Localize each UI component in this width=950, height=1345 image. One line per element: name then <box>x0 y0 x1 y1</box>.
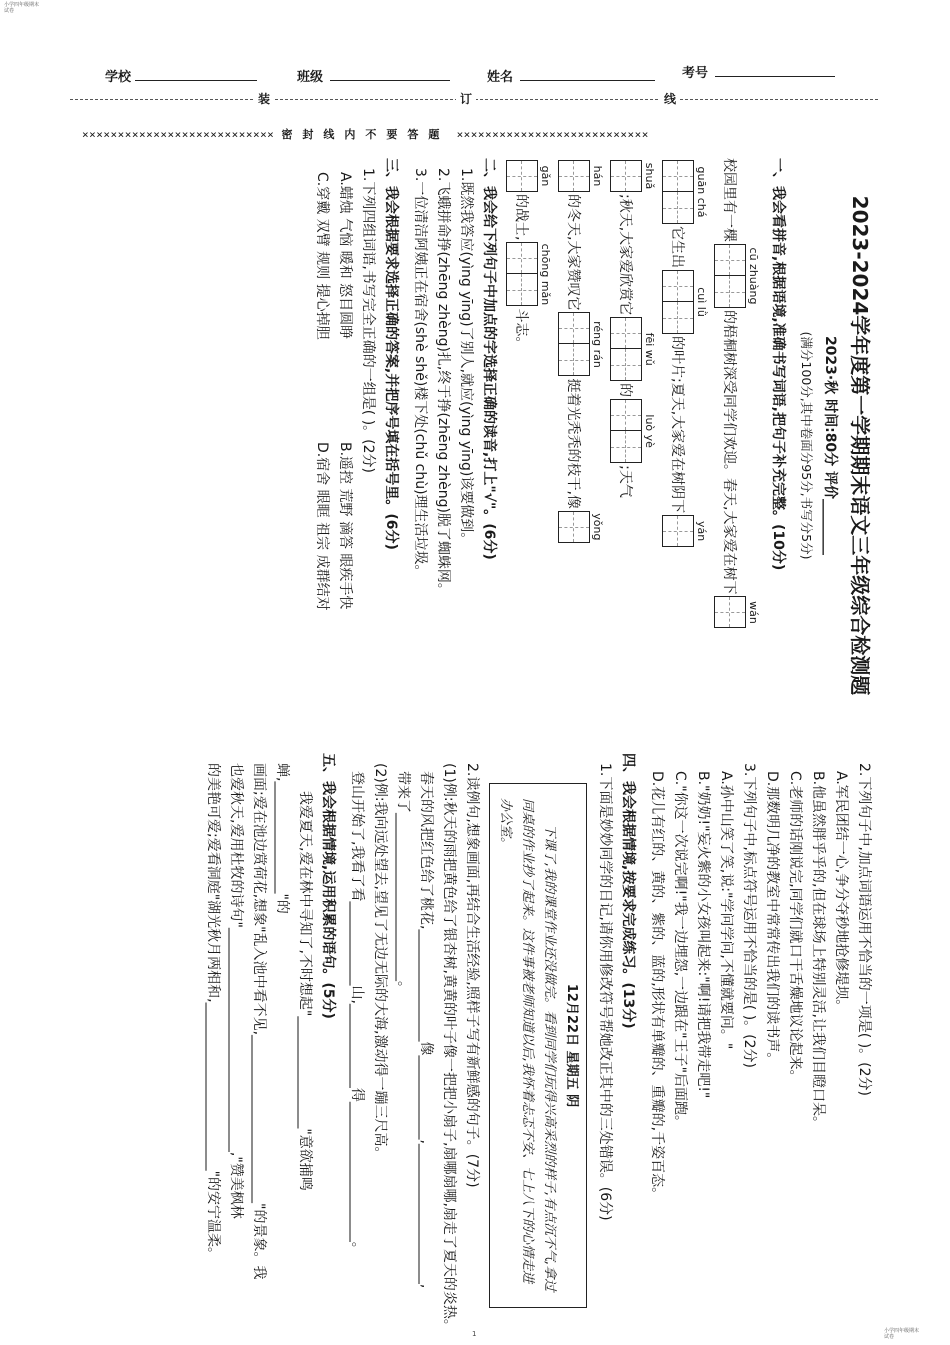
character-writing-box[interactable] <box>558 312 590 344</box>
character-writing-box[interactable] <box>610 399 642 431</box>
pinyin-group: guān chá <box>662 160 708 224</box>
right-column <box>201 753 875 1338</box>
school-field[interactable] <box>135 80 257 81</box>
exam-no-field[interactable] <box>715 76 835 77</box>
pinyin-group: gǎn <box>506 160 552 192</box>
page-number: 1 <box>472 1330 477 1338</box>
pinyin-group: cuì lǜ <box>662 270 708 334</box>
diary-head: 12月22日 星期五 阴 <box>564 983 579 1108</box>
character-writing-box[interactable] <box>662 192 694 224</box>
binding-word-xian: 线 <box>660 90 680 107</box>
section3-q3[interactable]: 3.下列句子中,标点符号运用不恰当的是( )。(2分) <box>741 763 757 1069</box>
section3-q3-option-c: C."你这一次说完啊!"我一边埋怨,一边跟在"王子"后面跑。 <box>672 771 688 1130</box>
example-2: (2)例:我向远处望去,望见了无边无际的大海,激动得一蹦三尺高。 <box>372 763 388 1161</box>
section3-q1-options-cd: C.穿戴 双臂 规则 提心掉胆 D.宿舍 眼眶 祖宗 成群结对 <box>314 172 330 611</box>
pinyin-group: yǒng <box>558 511 604 543</box>
diary-body: 下课了,我的课堂作业还没做完。看到同学们玩得兴高采烈的样子,有点沉不气,拿过同桌的作业抄了起来。这件事被老师知道以后,我怀着忐忑不安、七上八下的心情走进办公室。 <box>498 798 557 1292</box>
pinyin-row-1: 校园里有一棵 cū zhuàng 的梧桐树深受同学们欢迎。春天,大家爱在树下 wán <box>714 158 760 733</box>
character-writing-box[interactable] <box>506 274 538 306</box>
section3-q3-option-b: B."奶奶!"妄火紫的小女孩叫起来:"啊!请把我带走吧!" <box>695 771 711 1099</box>
section4-q2: 2.读例句,想象画面,再结合生活经验,照样子写有新鲜感的句子。(7分) <box>464 763 480 1188</box>
class-label: 班级 <box>297 70 324 85</box>
class-field[interactable] <box>330 80 450 81</box>
section3-q3-option-d: D.花儿有红的、黄的、紫的、蓝的,形状有单瓣的、重瓣的,千姿百态。 <box>649 771 665 1202</box>
pinyin-group: yán <box>662 515 708 547</box>
example-1-tail[interactable]: 带来了________________________。 <box>395 771 411 995</box>
section5-text-4[interactable]: 的美艳可爱;爱看洞庭"湖光秋月两相和,________________________"的安宁温柔。 <box>205 763 221 1262</box>
pinyin-group: luò yè <box>610 399 656 463</box>
character-writing-box[interactable] <box>662 515 694 547</box>
pinyin-row-2: guān chá 它生出 cuì lǜ 的叶片;夏天,大家爱在树阴下 yán <box>662 158 708 733</box>
pinyin-group: fēi wǔ <box>610 317 656 381</box>
section2-heading: 二、我会给下列句子中加点的字选择正确的读音,打上"√"。(6分) <box>481 158 497 560</box>
pinyin-group: cū zhuàng <box>714 244 760 308</box>
section3-q2-option-c: C.老师的话刚说完,同学们就口干舌燥地议论起来。 <box>787 771 803 1084</box>
character-writing-box[interactable] <box>610 317 642 349</box>
school-label: 学校 <box>105 70 132 85</box>
example-2-task[interactable]: 登山开始了,我看了看____________山,____________得____________________。 <box>349 771 365 1256</box>
seal-line: ××××××××××××××××××××××××××× 密封线内不要答题 ××××××××××××××××××××××××××× <box>82 128 649 141</box>
character-writing-box[interactable] <box>714 244 746 276</box>
section2-item-1[interactable]: 1.既然我答应(yìng yīng)了别人,就应(yìng yīng)该要做到。 <box>458 168 474 547</box>
left-column <box>310 158 875 733</box>
section3-q2[interactable]: 2.下列句子中,加点词语运用不恰当的一项是( )。(2分) <box>856 763 872 1097</box>
section4-q1: 1.下面是妙妙同学的日记,请你用修改符号帮她改正其中的三处错误。(6分) <box>597 763 613 1221</box>
section4-heading: 四、我会根据情境,按要求完成练习。(13分) <box>620 753 636 1029</box>
section1-heading: 一、我会看拼音,根据语境,准确书写词语,把句子补充完整。(10分) <box>770 158 786 571</box>
exam-note: (满分100分,其中卷面分95分,书写分5分) <box>799 331 814 560</box>
character-writing-box[interactable] <box>610 349 642 381</box>
character-writing-box[interactable] <box>714 596 746 628</box>
section3-q3-option-a: A.孙中山笑了笑,说:"学问学问,不懂就要问。" <box>718 771 734 1050</box>
character-writing-box[interactable] <box>506 242 538 274</box>
exam-no-label: 考号 <box>682 66 709 81</box>
example-1: (1)例:秋天的雨把黄色给了银杏树,黄黄的叶子像一把把小扇子,扇哪扇哪,扇走了夏天的炎热。 <box>441 763 457 1333</box>
section3-q1[interactable]: 1.下列四组词语,书写完全正确的一组是( )。(2分) <box>360 168 376 474</box>
section3-q2-option-b: B.他虽然胖乎乎的,但在球场上特别灵活,让我们目瞪口呆。 <box>810 771 826 1130</box>
pinyin-row-3: shuǎ ;秋天,大家爱欣赏它 fēi wǔ 的 luò yè ;天气 <box>610 158 656 733</box>
pinyin-group: réng rán <box>558 312 604 376</box>
character-writing-box[interactable] <box>610 160 642 192</box>
seal-text: 密封线内不要答题 <box>281 128 450 141</box>
character-writing-box[interactable] <box>558 344 590 376</box>
exam-subtitle: 2023·秋 时间:80分 评价________ <box>822 335 838 556</box>
binding-word-ding: 订 <box>456 90 476 107</box>
pinyin-group: wán <box>714 596 760 628</box>
section3-q1-options-ab: A.蜡烛 气恼 暖和 怒目圆睁 B.遥控 荒野 滴答 眼疾手快 <box>337 172 353 610</box>
corner-watermark-bottom: 小学四年级期末 试卷 <box>884 1328 920 1340</box>
pinyin-group: hán <box>558 160 604 192</box>
pinyin-row-4: hán 的冬天,大家赞叹它 réng rán 挺着光秃秃的枝干,像 yǒng <box>558 158 604 733</box>
section3-q2-option-a: A.军民团结一心,争分夺秒地抢修堤坝。 <box>833 771 849 1014</box>
character-writing-box[interactable] <box>558 160 590 192</box>
exam-title: 2023-2024学年度第一学期期末语文三年级综合检测题 <box>848 195 872 696</box>
pinyin-group: shuǎ <box>610 160 656 192</box>
character-writing-box[interactable] <box>506 160 538 192</box>
section5-text-1[interactable]: 我爱夏天,爱在林中寻知了,不时想起"________________"意欲捕鸣蝉,________________"的 <box>274 763 313 1191</box>
section2-item-3[interactable]: 3.一位清洁阿姨正在宿舍(shè shě)楼下处(chǔ chù)理生活垃圾。 <box>412 168 428 579</box>
section5-text-2[interactable]: 画面;爱在池边赏荷花,想象"乱入池中看不见,________________________"的景象。我 <box>251 763 267 1280</box>
exam-body <box>75 158 875 1338</box>
character-writing-box[interactable] <box>610 431 642 463</box>
name-field[interactable] <box>520 80 655 81</box>
character-writing-box[interactable] <box>662 270 694 302</box>
pinyin-group: chōng mǎn <box>506 242 552 306</box>
character-writing-box[interactable] <box>714 276 746 308</box>
section2-item-2[interactable]: 2.飞蛾拼命挣(zhēng zhèng)扎,终于挣(zhēng zhèng)脱了蜘蛛网。 <box>435 168 451 597</box>
corner-watermark: 小学四年级期末 试卷 <box>4 2 40 14</box>
section3-heading: 三、我会根据要求选择正确的答案,并把序号填在括号里。(6分) <box>383 158 399 550</box>
section3-q2-option-d: D.那数明几净的教室中常常传出我们的读书声。 <box>764 771 780 1067</box>
pinyin-row-5: gǎn 的战士, chōng mǎn 斗志。 <box>506 158 552 733</box>
character-writing-box[interactable] <box>558 511 590 543</box>
section5-text-3[interactable]: 也爱秋天,爱用杜牧的诗句"________________________________,"赞美枫林 <box>228 763 244 1219</box>
name-label: 姓名 <box>487 70 514 85</box>
character-writing-box[interactable] <box>662 160 694 192</box>
character-writing-box[interactable] <box>662 302 694 334</box>
section5-heading: 五、我会根据情境,运用积累的语句。(5分) <box>320 753 336 1019</box>
diary-box[interactable] <box>489 783 587 1308</box>
example-1-task[interactable]: 春天的风把红色给了桃花,________________像____________,____________________, <box>418 771 434 1289</box>
binding-word-zhuang: 装 <box>254 90 274 107</box>
